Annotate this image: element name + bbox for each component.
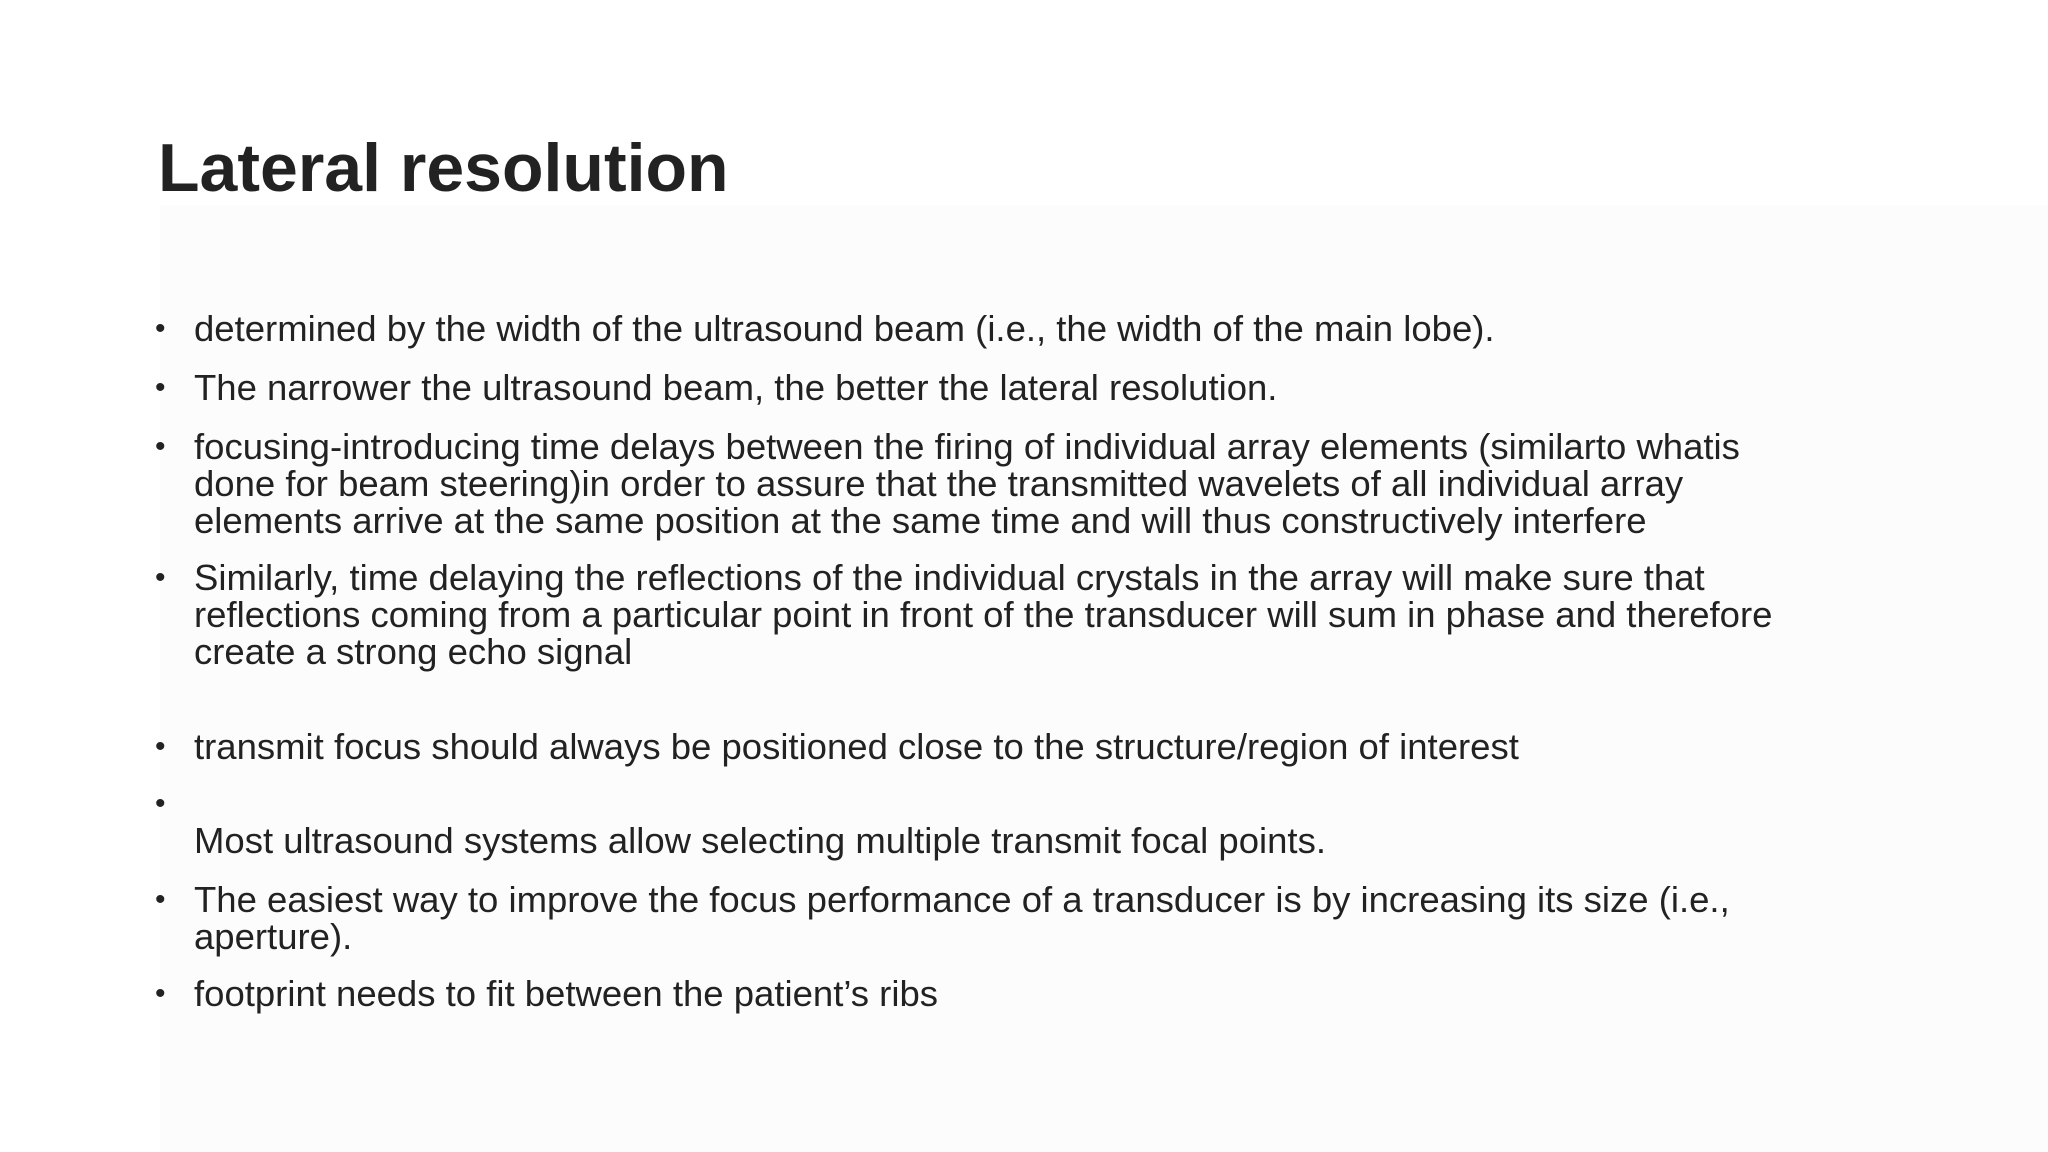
bullet-line: The narrower the ultrasound beam, the better the lateral resolution. [194,367,1278,408]
bullet-icon: • [155,561,166,594]
bullet-icon: • [155,430,166,463]
bullet-text [194,975,1894,1012]
bullet-line: The easiest way to improve the focus performance of a transducer is by increasing its size (i.e., [194,879,1730,920]
bullet-line: elements arrive at the same position at the same time and will thus constructively interfere [194,500,1647,541]
bullet-icon: • [155,371,166,404]
slide-title: Lateral resolution [158,130,729,206]
bullet-line: create a strong echo signal [194,631,633,672]
bullet-text [194,310,1894,347]
bullet-icon: • [155,787,166,820]
bullet-text [194,728,1894,765]
bullet-icon: • [155,730,166,763]
bullet-text [194,559,1894,670]
bullet-line: Similarly, time delaying the reflections of the individual crystals in the array will make sure that [194,557,1705,598]
bullet-line: Most ultrasound systems allow selecting multiple transmit focal points. [194,820,1326,861]
bullet-line: footprint needs to fit between the patient’s ribs [194,973,938,1014]
bullet-text [194,881,1894,955]
bullet-line: reflections coming from a particular point in front of the transducer will sum in phase and therefore [194,594,1773,635]
bullet-icon: • [155,883,166,916]
bullet-text [194,785,1894,859]
bullet-line: aperture). [194,916,353,957]
bullet-text [194,428,1894,539]
bullet-line: determined by the width of the ultrasound beam (i.e., the width of the main lobe). [194,308,1495,349]
bullet-line: done for beam steering)in order to assure that the transmitted wavelets of all individual array [194,463,1684,504]
bullet-icon: • [155,312,166,345]
bullet-line [194,785,1894,822]
bullet-line: transmit focus should always be positioned close to the structure/region of interest [194,726,1519,767]
bullet-text [194,369,1894,406]
bullet-icon: • [155,977,166,1010]
bullet-line: focusing-introducing time delays between the firing of individual array elements (similarto whatis [194,426,1740,467]
